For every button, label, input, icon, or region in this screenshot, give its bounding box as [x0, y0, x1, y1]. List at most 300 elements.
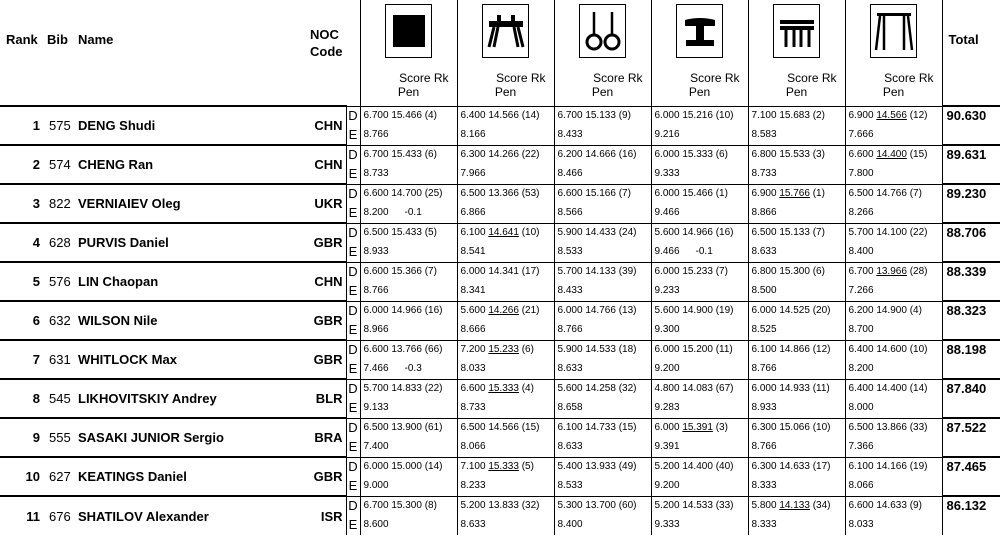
rank-header: Rank: [6, 32, 38, 47]
d-score: 5.700: [848, 226, 874, 238]
e-label: E: [346, 163, 360, 184]
d-score: 6.500: [460, 421, 486, 433]
score-cell: [651, 184, 748, 202]
e-score-cell: [360, 280, 457, 301]
score-cell: [360, 340, 457, 358]
e-score: 8.633: [460, 519, 486, 530]
d-score: 6.900: [751, 187, 777, 199]
score-cell: [554, 106, 651, 124]
e-score: 8.533: [557, 479, 583, 491]
e-score: 8.633: [557, 440, 583, 452]
d-score: 5.700: [363, 382, 389, 394]
apparatus-rank: (9): [618, 109, 631, 121]
e-score-cell: [554, 163, 651, 184]
d-label: D: [346, 496, 360, 514]
e-score: 6.866: [460, 206, 486, 218]
apparatus-rank: (14): [909, 382, 928, 394]
e-score: 8.766: [363, 128, 389, 140]
score-cell: [360, 457, 457, 475]
e-score-cell: [651, 358, 748, 379]
score-cell: [457, 379, 554, 397]
total-score: 15.216: [682, 109, 713, 121]
total-score: 14.433: [585, 226, 616, 238]
e-label: E: [346, 319, 360, 340]
e-score: 8.583: [751, 128, 777, 140]
score-cell: [554, 340, 651, 358]
total-score: 13.966: [876, 265, 907, 277]
score-cell: [845, 496, 942, 514]
d-score: 6.500: [460, 187, 486, 199]
e-score: 9.391: [654, 440, 680, 452]
apparatus-rank: (12): [909, 109, 928, 121]
e-score: 8.766: [557, 323, 583, 335]
e-score: 8.433: [557, 128, 583, 140]
d-score: 6.500: [848, 187, 874, 199]
score-cell: [845, 184, 942, 202]
total-score: 14.566: [876, 109, 907, 121]
e-score: 9.466: [654, 245, 680, 257]
score-cell: [651, 145, 748, 163]
e-score: 9.200: [654, 362, 680, 374]
score-cell: [360, 262, 457, 280]
score-cell: [651, 262, 748, 280]
apparatus-header: Score Rk Pen: [360, 0, 457, 106]
d-score: 5.700: [557, 265, 583, 277]
rings-icon: [579, 4, 626, 58]
noc-code: GBR: [310, 223, 346, 262]
apparatus-rank: (10): [909, 343, 928, 355]
e-score-cell: [554, 436, 651, 457]
apparatus-rank: (3): [715, 421, 728, 433]
total-score: 14.766: [876, 187, 907, 199]
athlete-name: VERNIAIEV Oleg: [78, 184, 310, 223]
total-score: 14.600: [876, 343, 907, 355]
e-score-cell: [457, 319, 554, 340]
e-score-cell: [845, 514, 942, 535]
rank-cell: 1: [0, 106, 44, 145]
e-score-cell: [360, 202, 457, 223]
total-score-cell-empty: [942, 163, 1000, 184]
noc-code: CHN: [310, 262, 346, 301]
e-score-cell: [360, 319, 457, 340]
d-score: 6.500: [363, 421, 389, 433]
e-score: 8.966: [363, 323, 389, 335]
e-score: 8.700: [848, 323, 874, 335]
apparatus-rank: (12): [812, 343, 831, 355]
d-score: 6.100: [460, 226, 486, 238]
total-score-cell: 88.198: [942, 340, 1000, 358]
d-score: 4.800: [654, 382, 680, 394]
e-score-cell: [748, 514, 845, 535]
e-score: 8.266: [848, 206, 874, 218]
apparatus-header: Score Rk Pen: [651, 0, 748, 106]
e-score: 8.200: [363, 206, 389, 218]
e-score: 8.333: [751, 479, 777, 491]
e-label: E: [346, 514, 360, 535]
noc-header: NOC Code: [310, 27, 343, 59]
e-score: 7.966: [460, 167, 486, 179]
d-score: 6.300: [751, 421, 777, 433]
athlete-name: CHENG Ran: [78, 145, 310, 184]
e-score-cell: [554, 202, 651, 223]
total-score: 15.166: [585, 187, 616, 199]
total-score: 14.166: [876, 460, 907, 472]
apparatus-rank: (5): [521, 460, 534, 472]
total-score-cell: 86.132: [942, 496, 1000, 514]
penalty: -0.1: [695, 245, 713, 257]
noc-code: UKR: [310, 184, 346, 223]
bib-cell: 632: [44, 301, 78, 340]
e-score-cell: [845, 436, 942, 457]
e-label: E: [346, 475, 360, 496]
total-score: 15.433: [391, 226, 422, 238]
total-score: 15.391: [682, 421, 713, 433]
total-score: 13.700: [585, 499, 616, 511]
e-score-cell: [457, 280, 554, 301]
apparatus-rank: (60): [618, 499, 637, 511]
score-cell: [554, 496, 651, 514]
total-header: Total: [942, 0, 1000, 106]
d-score: 6.200: [557, 148, 583, 160]
score-cell: [651, 106, 748, 124]
score-cell: [554, 301, 651, 319]
e-score-cell: [360, 514, 457, 535]
apparatus-rank: (10): [715, 109, 734, 121]
apparatus-rank: (32): [521, 499, 540, 511]
e-score: 9.216: [654, 128, 680, 140]
d-score: 6.500: [363, 226, 389, 238]
score-cell: [748, 301, 845, 319]
score-cell: [845, 106, 942, 124]
score-cell: [554, 145, 651, 163]
e-score-cell: [845, 124, 942, 145]
total-score: 14.083: [682, 382, 713, 394]
apparatus-rank: (53): [521, 187, 540, 199]
e-score: 8.541: [460, 245, 486, 257]
athlete-row: [0, 457, 1000, 475]
total-score: 15.233: [488, 343, 519, 355]
e-score: 8.500: [751, 284, 777, 296]
d-label: D: [346, 106, 360, 124]
total-score: 14.733: [585, 421, 616, 433]
apparatus-rank: (66): [424, 343, 443, 355]
e-score-cell: [748, 397, 845, 418]
total-score-cell: 87.840: [942, 379, 1000, 397]
total-score: 15.433: [391, 148, 422, 160]
e-score-cell: [845, 397, 942, 418]
score-cell: [845, 457, 942, 475]
score-cell: [748, 145, 845, 163]
total-score: 15.683: [779, 109, 810, 121]
name-header: Name: [78, 32, 114, 47]
e-label: E: [346, 202, 360, 223]
d-score: 5.600: [460, 304, 486, 316]
penalty: -0.3: [404, 362, 422, 374]
total-score: 14.566: [488, 109, 519, 121]
total-score-cell-empty: [942, 514, 1000, 535]
athlete-row: [0, 184, 1000, 202]
apparatus-rank: (7): [812, 226, 825, 238]
total-score: 14.866: [779, 343, 810, 355]
rank-cell: 10: [0, 457, 44, 496]
d-score: 7.200: [460, 343, 486, 355]
athlete-row: [0, 262, 1000, 280]
e-score: 8.400: [557, 519, 583, 530]
score-cell: [554, 262, 651, 280]
e-score: 8.733: [751, 167, 777, 179]
apparatus-rank: (11): [812, 382, 830, 394]
score-cell: [457, 223, 554, 241]
total-score: 15.533: [779, 148, 810, 160]
e-score-cell: [845, 280, 942, 301]
total-score: 14.933: [779, 382, 810, 394]
total-score: 15.366: [391, 265, 422, 277]
total-score: 14.258: [585, 382, 616, 394]
e-score: 8.466: [557, 167, 583, 179]
e-score-cell: [845, 163, 942, 184]
total-score-cell-empty: [942, 475, 1000, 496]
e-score: 8.166: [460, 128, 486, 140]
e-score-cell: [845, 202, 942, 223]
score-cell: [651, 418, 748, 436]
d-score: 5.200: [654, 499, 680, 511]
e-score: 7.400: [363, 440, 389, 452]
e-score: 8.533: [557, 245, 583, 257]
apparatus-rank: (6): [424, 148, 437, 160]
apparatus-rank: (33): [715, 499, 734, 511]
e-score: 8.200: [848, 362, 874, 374]
rank-cell: 6: [0, 301, 44, 340]
score-cell: [457, 301, 554, 319]
athlete-name: KEATINGS Daniel: [78, 457, 310, 496]
d-score: 6.700: [363, 499, 389, 511]
athlete-row: [0, 145, 1000, 163]
score-cell: [651, 340, 748, 358]
apparatus-rank: (15): [618, 421, 637, 433]
apparatus-rank: (7): [424, 265, 437, 277]
bib-cell: 627: [44, 457, 78, 496]
bib-cell: 576: [44, 262, 78, 301]
apparatus-rank: (6): [521, 343, 534, 355]
score-cell: [651, 457, 748, 475]
bib-cell: 822: [44, 184, 78, 223]
d-score: 5.600: [654, 226, 680, 238]
apparatus-rank: (7): [909, 187, 922, 199]
athlete-name: SHATILOV Alexander: [78, 496, 310, 535]
d-score: 6.000: [751, 382, 777, 394]
pommel-horse-icon: [482, 4, 529, 58]
d-score: 6.000: [460, 265, 486, 277]
e-score: 9.300: [654, 323, 680, 335]
total-score: 14.900: [682, 304, 713, 316]
apparatus-header: Score Rk Pen: [457, 0, 554, 106]
apparatus-rank: (10): [521, 226, 540, 238]
horizontal-bar-icon: [870, 4, 917, 58]
d-score: 6.600: [460, 382, 486, 394]
score-cell: [845, 418, 942, 436]
e-score-cell: [360, 436, 457, 457]
parallel-bars-icon: [773, 4, 820, 58]
apparatus-rank: (4): [909, 304, 922, 316]
apparatus-rank: (20): [812, 304, 831, 316]
d-score: 6.300: [751, 460, 777, 472]
bib-cell: 628: [44, 223, 78, 262]
total-score-cell-empty: [942, 358, 1000, 379]
header-row: [0, 0, 1000, 106]
e-score-cell: [360, 397, 457, 418]
e-score: 8.066: [848, 479, 874, 491]
apparatus-rank: (34): [812, 499, 831, 511]
d-score: 6.600: [363, 187, 389, 199]
apparatus-rank: (1): [812, 187, 825, 199]
total-score: 13.366: [488, 187, 519, 199]
e-score-cell: [360, 124, 457, 145]
d-score: 6.800: [751, 148, 777, 160]
total-score: 13.866: [876, 421, 907, 433]
athlete-row: [0, 379, 1000, 397]
d-label: D: [346, 184, 360, 202]
apparatus-rank: (15): [909, 148, 928, 160]
e-score: 9.000: [363, 479, 389, 491]
score-cell: [457, 145, 554, 163]
d-score: 6.700: [557, 109, 583, 121]
apparatus-rank: (1): [715, 187, 728, 199]
score-cell: [360, 106, 457, 124]
e-score-cell: [457, 241, 554, 262]
apparatus-rank: (25): [424, 187, 443, 199]
score-cell: [748, 496, 845, 514]
e-label: E: [346, 280, 360, 301]
total-score: 15.000: [391, 460, 422, 472]
e-score: 7.666: [848, 128, 874, 140]
e-score-cell: [651, 202, 748, 223]
athlete-name: DENG Shudi: [78, 106, 310, 145]
d-score: 6.600: [363, 265, 389, 277]
e-score: 8.766: [751, 362, 777, 374]
bib-cell: 575: [44, 106, 78, 145]
score-cell: [554, 184, 651, 202]
total-score: 14.966: [391, 304, 422, 316]
apparatus-rank: (5): [424, 226, 437, 238]
e-score: 8.333: [751, 519, 777, 530]
d-score: 6.000: [654, 265, 680, 277]
e-score-cell: [554, 397, 651, 418]
total-score: 14.633: [876, 499, 907, 511]
athlete-row: [0, 418, 1000, 436]
total-score-cell-empty: [942, 241, 1000, 262]
e-score-cell: [651, 124, 748, 145]
e-score: 8.341: [460, 284, 486, 296]
e-score: 9.333: [654, 519, 680, 530]
e-score: 7.466: [363, 362, 389, 374]
total-score: 14.641: [488, 226, 519, 238]
e-score: 9.466: [654, 206, 680, 218]
rank-cell: 7: [0, 340, 44, 379]
score-cell: [845, 301, 942, 319]
score-cell: [845, 340, 942, 358]
noc-code: GBR: [310, 340, 346, 379]
d-score: 7.100: [460, 460, 486, 472]
noc-code: CHN: [310, 106, 346, 145]
e-score-cell: [651, 319, 748, 340]
total-score-cell: 89.631: [942, 145, 1000, 163]
d-score: 6.600: [363, 343, 389, 355]
d-score: 5.600: [654, 304, 680, 316]
d-score: 5.200: [654, 460, 680, 472]
e-score-cell: [360, 241, 457, 262]
e-score: 9.283: [654, 401, 680, 413]
total-score: 14.133: [585, 265, 616, 277]
apparatus-rank: (33): [909, 421, 928, 433]
score-cell: [457, 340, 554, 358]
total-score: 15.333: [682, 148, 713, 160]
d-label: D: [346, 340, 360, 358]
d-score: 5.600: [557, 382, 583, 394]
e-score-cell: [845, 319, 942, 340]
apparatus-rank: (22): [521, 148, 540, 160]
rank-cell: 9: [0, 418, 44, 457]
apparatus-rank: (10): [812, 421, 831, 433]
d-label: D: [346, 457, 360, 475]
e-score-cell: [554, 319, 651, 340]
d-score: 7.100: [751, 109, 777, 121]
total-score-cell-empty: [942, 319, 1000, 340]
apparatus-rank: (4): [424, 109, 437, 121]
d-score: 5.900: [557, 343, 583, 355]
e-score-cell: [748, 241, 845, 262]
score-cell: [651, 496, 748, 514]
apparatus-rank: (24): [618, 226, 637, 238]
total-score: 15.466: [682, 187, 713, 199]
e-score-cell: [845, 358, 942, 379]
noc-code: GBR: [310, 457, 346, 496]
total-score: 14.400: [876, 382, 907, 394]
total-score: 14.533: [682, 499, 713, 511]
apparatus-rank: (61): [424, 421, 443, 433]
total-score-cell: 88.339: [942, 262, 1000, 280]
e-score-cell: [457, 514, 554, 535]
total-score: 14.700: [391, 187, 422, 199]
total-score: 15.333: [488, 460, 519, 472]
e-score: 8.633: [751, 245, 777, 257]
d-score: 6.000: [654, 421, 680, 433]
d-score: 6.600: [848, 148, 874, 160]
e-score-cell: [651, 241, 748, 262]
e-score-cell: [457, 124, 554, 145]
floor-exercise-icon: [385, 4, 432, 58]
total-score: 14.266: [488, 148, 519, 160]
total-score: 14.766: [585, 304, 616, 316]
total-score: 15.333: [488, 382, 519, 394]
e-score-cell: [651, 280, 748, 301]
score-cell: [360, 223, 457, 241]
total-score: 14.341: [488, 265, 519, 277]
total-score: 14.666: [585, 148, 616, 160]
apparatus-rank: (67): [715, 382, 734, 394]
athlete-row: [0, 340, 1000, 358]
total-score: 15.300: [779, 265, 810, 277]
total-score: 14.900: [876, 304, 907, 316]
noc-code: BRA: [310, 418, 346, 457]
e-score: 8.658: [557, 401, 583, 413]
e-score-cell: [554, 280, 651, 301]
d-score: 5.300: [557, 499, 583, 511]
e-score-cell: [457, 358, 554, 379]
d-score: 6.100: [848, 460, 874, 472]
d-score: 6.700: [363, 148, 389, 160]
total-score: 14.525: [779, 304, 810, 316]
e-label: E: [346, 124, 360, 145]
